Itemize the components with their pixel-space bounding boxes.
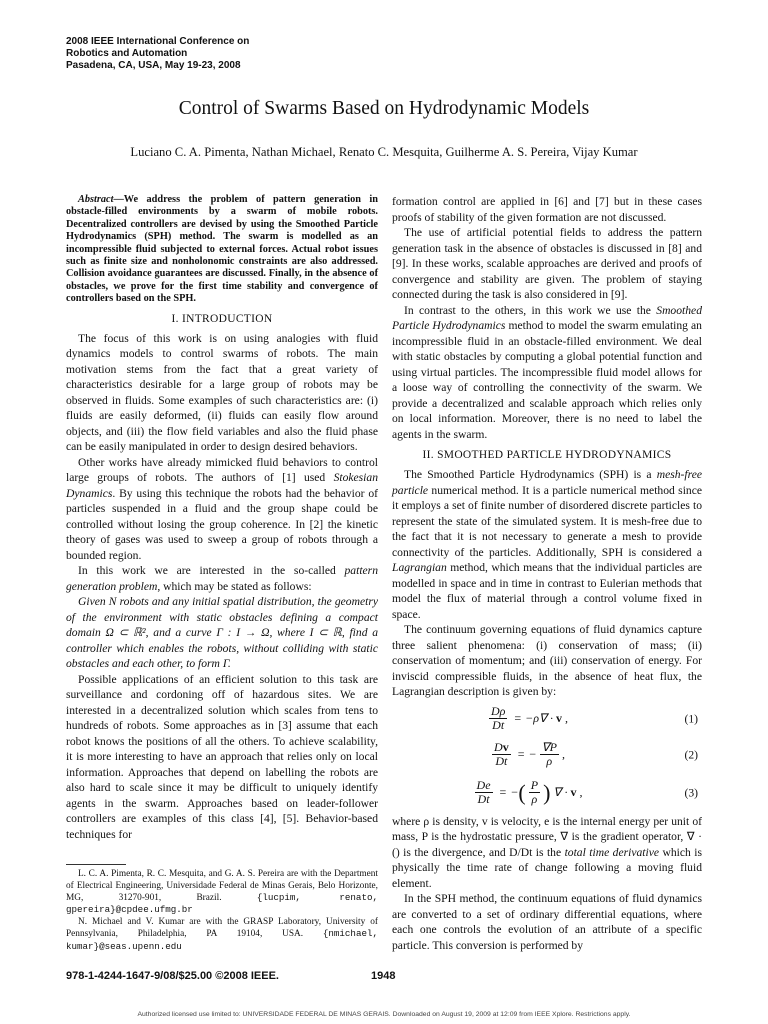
abstract-dash: — <box>113 194 124 205</box>
text-run: method, which means that the individual particles are modelled in space and in time in contrast to Eulerian methods that model the flux of material through a control volume fixed in space. <box>392 561 702 621</box>
text-run: The Smoothed Particle Hydrodynamics (SPH) is a <box>404 468 657 481</box>
footnote-affiliation-1 <box>66 869 378 917</box>
emphasis-text: pattern generation problem <box>66 564 378 593</box>
text-run: numerical method. It is a particle numerical method since it employs a set of finite number of disordered discrete particles to represent the state of the simulated system. It is mesh-free due to the fact that it is not necessary to generate a mesh to provide connectivity of the particles. Additionally, SPH is considered a <box>392 483 702 559</box>
left-column <box>66 194 378 953</box>
equation-number: (2) <box>684 747 698 761</box>
equation-body: $\frac{D\rho}{Dt}$ = −ρ∇ · v , <box>490 704 569 732</box>
intro-paragraph-1: The focus of this work is on using analogies with fluid dynamics models to control swarms of robots. The main motivation stems from the fact that a great variety of characteristics desirable for a large group of robots may be observed in fluids. Some examples of such characteristics are: (i) fluids are easily deformed, (ii) fluids can easily flow around objects, and (iii) the flow field variables and also the fluid phase can be easily manipulated in order to design desired behaviors. <box>66 331 378 454</box>
section-heading-sph: II. SMOOTHED PARTICLE HYDRODYNAMICS <box>422 449 672 461</box>
intro-paragraph-5: Possible applications of an efficient solution to this task are surveillance and cordoning off of hazardous sites. We are interested in a decentralized solution which scales from tens to hundreds of robots. Some approaches as in [3] assume that each robot knows the positions of all the others. To achieve scalability, it is more interesting to have an approach that relies only on local information. Approaches that depend on labelling the robots are also hard to scale since it may be difficult to uniquely identify agents in the swarm. Approaches based on leader-follower controllers are examples of this class [4], [5]. Behavior-based techniques for <box>66 672 378 841</box>
author-list: Luciano C. A. Pimenta, Nathan Michael, Renato C. Mesquita, Guilherme A. S. Pereira, Vijay Kumar <box>130 145 638 159</box>
right-paragraph-2: The use of artificial potential fields to address the pattern generation task in the absence of obstacles is discussed in [8] and [9]. In these works, scalable approaches are derived and proofs of convergence and stability are given. The problem of staying connected during the task is also considered in [9]. <box>392 226 702 301</box>
authorized-use-notice: Authorized licensed use limited to: UNIVERSIDADE FEDERAL DE MINAS GERAIS. Downloaded on August 19, 2009 at 12:09 from IEEE Xplore. Restrictions apply. <box>137 1011 631 1018</box>
right-paragraph-1: formation control are applied in [6] and [7] but in these cases proofs of stability of the given formation are not discussed. <box>392 195 702 224</box>
intro-paragraph-3 <box>66 563 378 594</box>
conference-line: Robotics and Automation <box>66 48 188 59</box>
right-paragraph-3 <box>392 303 702 443</box>
sph-paragraph-3 <box>392 814 702 892</box>
footnote-divider <box>66 864 126 865</box>
emphasis-text: Smoothed Particle Hydrodynamics <box>392 303 702 332</box>
equation-body: $\frac{De}{Dt}$ = − ( $\frac{P}{\rho}$ ) ∇ · v , <box>476 778 583 806</box>
text-run: L. C. A. Pimenta, R. C. Mesquita, and G. A. S. Pereira are with the Department of Electrical Engineering, Universidade Federal de Minas Gerais, Belo Horizonte, MG, 31270-901, Brazil. <box>66 869 378 903</box>
right-column <box>392 194 702 953</box>
text-run: where ρ is density, v is velocity, e is the internal energy per unit of mass, P is the hydrostatic pressure, ∇ is the gradient operator, ∇ · () is the divergence, and D/Dt is the <box>392 814 702 859</box>
conference-header <box>66 36 326 72</box>
emphasis-text: Lagrangian <box>392 561 447 574</box>
equation-number: (1) <box>684 711 698 725</box>
sph-paragraph-1 <box>392 467 702 622</box>
equation-2 <box>392 738 702 772</box>
text-run: which is physically the time rate of change following a moving fluid element. <box>392 845 702 890</box>
text-run: Other works have already mimicked fluid behaviors to control large groups of robots. The authors of [1] used <box>66 455 378 485</box>
abstract <box>66 194 378 306</box>
emphasis-text: total time derivative <box>564 845 660 859</box>
text-run: , which may be stated as follows: <box>157 579 312 593</box>
problem-statement: Given N robots and any initial spatial distribution, the geometry of the environment with static obstacles defining a compact domain Ω ⊂ ℝ², and a curve Γ : I → Ω, where I ⊂ ℝ, find a controller which enables the robots, without colliding with static obstacles and each other, to form Γ. <box>66 595 378 671</box>
page-number: 1948 <box>371 970 396 982</box>
sph-paragraph-4: In the SPH method, the continuum equations of fluid dynamics are converted to a set of ordinary differential equations, where each one controls the evolution of an attribute of a specific particle. This conversion is performed by <box>392 892 702 952</box>
email-addresses: {lucpim, renato, gpereira}@cpdee.ufmg.br <box>66 891 378 916</box>
emphasis-text: Stokesian Dynamics <box>66 471 378 500</box>
emphasis-text: mesh-free particle <box>392 468 702 497</box>
section-heading-introduction: I. INTRODUCTION <box>171 312 273 325</box>
conference-line: Pasadena, CA, USA, May 19-23, 2008 <box>66 60 241 71</box>
text-run: In this work we are interested in the so-called <box>78 564 345 578</box>
paper-title: Control of Swarms Based on Hydrodynamic Models <box>178 98 590 119</box>
text-run: . By using this technique the robots had the behavior of particles suspended in a fluid and the group shape could be controlled without losing the group coherence. In [2] the kinetic theory of gases was used to sweep a group of robots through a bounded region. <box>66 486 378 562</box>
intro-paragraph-2 <box>66 455 378 564</box>
abstract-text: We address the problem of pattern generation in obstacle-filled environments by a swarm of mobile robots. Decentralized controllers are devised by using the Smoothed Particle Hydrodynamics (SPH) method. The swarm is modelled as an incompressible fluid subjected to external forces. Actual robot issues such as finite size and nonholonomic constraints are also addressed. Collision avoidance guarantees are discussed. Finally, in the absence of obstacles, we prove for the first time stability and convergence of controllers based on the SPH. <box>66 194 378 305</box>
equation-number: (3) <box>684 785 698 799</box>
text-run: method to model the swarm emulating an incompressible fluid in an obstacle-filled environment. We deal with static obstacles by computing a global potential function and using virtual particles. The incompressible fluid model allows for a loose way of controlling the connectivity of the swarm. We provide a decentralized and scalable approach which relies only on local information. Moreover, there is no need to label the agents in the swarm. <box>392 319 702 441</box>
conference-line: 2008 IEEE International Conference on <box>66 36 250 47</box>
text-run: In contrast to the others, in this work we use the <box>404 303 657 317</box>
abstract-label: Abstract <box>78 194 114 205</box>
email-addresses: {nmichael, kumar}@seas.upenn.edu <box>66 928 378 952</box>
sph-paragraph-2: The continuum governing equations of fluid dynamics capture three salient phenomena: (i) conservation of mass; (ii) conservation of momentum; and (iii) conservation of energy. For inviscid compressible fluids, in the absence of heat flux, the Lagrangian description is given by: <box>392 623 702 698</box>
equation-body: $\frac{Dv}{Dt}$ = − $\frac{\nabla P}{\rho}$ , <box>494 740 565 768</box>
text-run: N. Michael and V. Kumar are with the GRASP Laboratory, University of Pennsylvania, Philadelphia, PA 19104, USA. <box>66 916 378 940</box>
footnote-affiliation-2 <box>66 917 378 953</box>
equation-3 <box>392 774 702 812</box>
equation-1 <box>392 702 702 736</box>
isbn-copyright: 978-1-4244-1647-9/08/$25.00 ©2008 IEEE. <box>66 970 279 982</box>
